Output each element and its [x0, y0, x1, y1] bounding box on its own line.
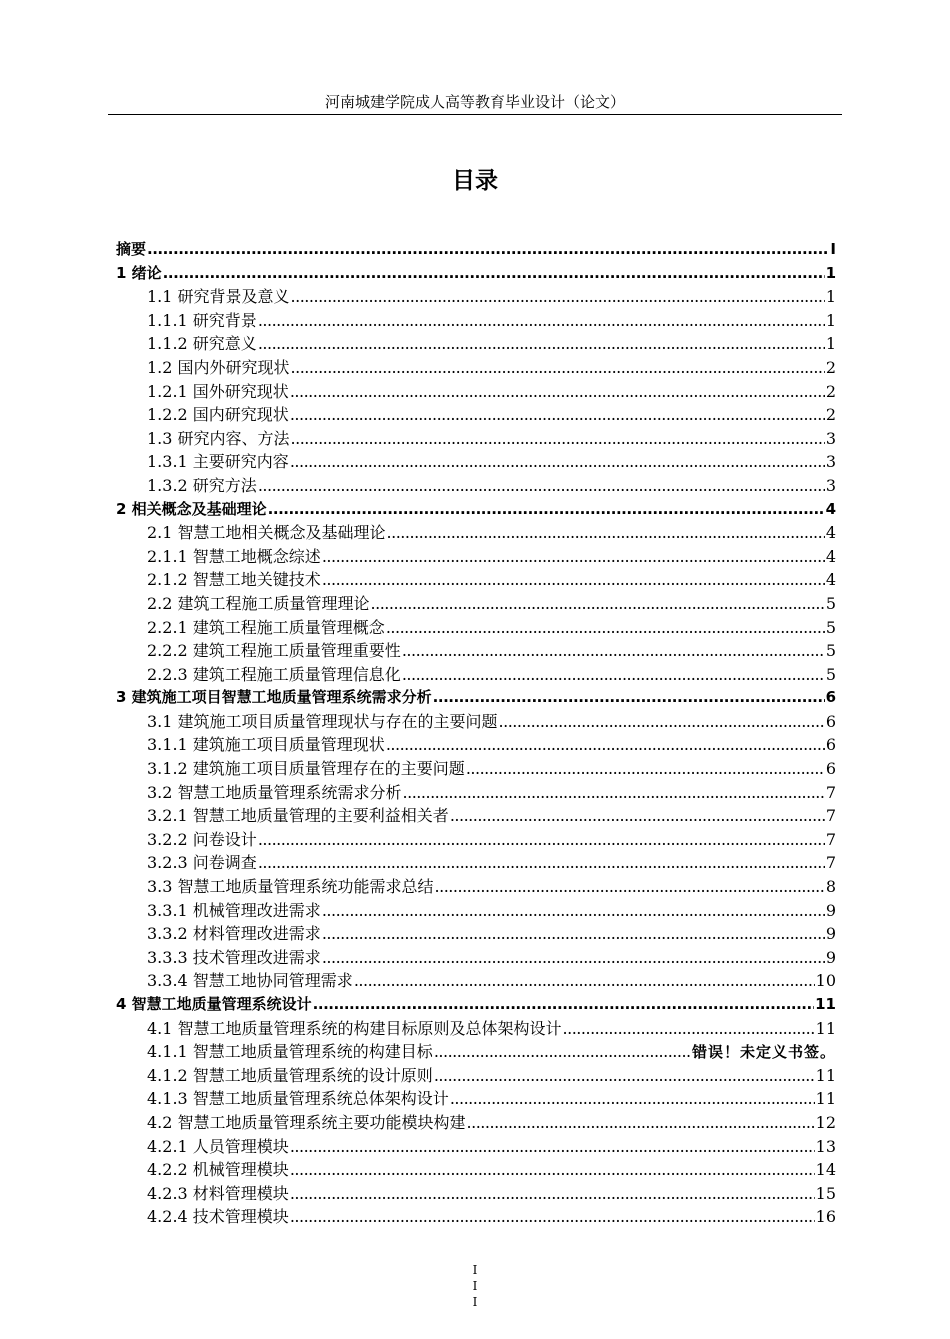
toc-entry-label: 1.2.2 国内研究现状 [147, 405, 289, 425]
toc-entry-page: 9 [825, 947, 836, 967]
page-number-char: I [472, 1295, 478, 1309]
toc-entry-label: 3.3 智慧工地质量管理系统功能需求总结 [147, 877, 434, 897]
toc-entry-page: 15 [815, 1183, 836, 1203]
toc-dot-leader [291, 356, 825, 380]
toc-dot-leader [290, 1135, 815, 1159]
toc-entry[interactable] [116, 1205, 836, 1229]
toc-dot-leader [290, 1182, 815, 1206]
toc-entry[interactable] [116, 1135, 836, 1159]
toc-entry-label: 2.1.2 智慧工地关键技术 [147, 570, 321, 590]
toc-entry[interactable] [116, 851, 836, 875]
toc-dot-leader [147, 238, 829, 262]
toc-dot-leader [433, 686, 825, 710]
toc-dot-leader [466, 757, 825, 781]
toc-dot-leader [434, 1064, 815, 1088]
table-of-contents [116, 238, 836, 1229]
toc-entry-page: 5 [825, 664, 836, 684]
toc-entry[interactable] [116, 450, 836, 474]
toc-dot-leader [434, 1040, 691, 1064]
toc-entry[interactable] [116, 922, 836, 946]
toc-entry-label: 3.3.3 技术管理改进需求 [147, 947, 321, 967]
toc-entry-label: 3.1.1 建筑施工项目质量管理现状 [147, 735, 385, 755]
toc-entry[interactable] [116, 828, 836, 852]
toc-entry[interactable] [116, 969, 836, 993]
toc-entry[interactable] [116, 946, 836, 970]
toc-entry-label: 2.2.1 建筑工程施工质量管理概念 [147, 617, 385, 637]
toc-entry[interactable] [116, 733, 836, 757]
toc-entry-label: 3.2.1 智慧工地质量管理的主要利益相关者 [147, 806, 449, 826]
toc-entry-page: 5 [825, 641, 836, 661]
toc-entry[interactable] [116, 474, 836, 498]
toc-entry-page: 10 [815, 971, 836, 991]
toc-entry-label: 2.1 智慧工地相关概念及基础理论 [147, 523, 386, 543]
toc-entry-page: 6 [825, 759, 836, 779]
toc-entry[interactable] [116, 356, 836, 380]
toc-entry-page: 错误！未定义书签。 [691, 1043, 836, 1062]
toc-entry-page: 7 [825, 853, 836, 873]
toc-dot-leader [163, 262, 825, 286]
page-header: 河南城建学院成人高等教育毕业设计（论文） [324, 93, 625, 111]
toc-entry[interactable] [116, 498, 836, 522]
toc-dot-leader [290, 1158, 815, 1182]
header-rule [108, 114, 842, 115]
toc-entry-page: 12 [815, 1112, 836, 1132]
toc-dot-leader [258, 332, 825, 356]
toc-entry[interactable] [116, 309, 836, 333]
toc-entry-page: 9 [825, 924, 836, 944]
toc-entry-label: 1.3.2 研究方法 [147, 475, 257, 495]
toc-dot-leader [258, 474, 825, 498]
toc-dot-leader [387, 521, 825, 545]
toc-dot-leader [435, 875, 825, 899]
toc-entry[interactable] [116, 262, 836, 286]
toc-dot-leader [290, 450, 825, 474]
toc-entry-page: 2 [825, 405, 836, 425]
toc-dot-leader [258, 828, 825, 852]
toc-dot-leader [291, 427, 825, 451]
toc-entry-page: 11 [815, 1065, 836, 1085]
toc-dot-leader [290, 380, 825, 404]
toc-entry-page: 8 [825, 877, 836, 897]
toc-entry-label: 2.2.2 建筑工程施工质量管理重要性 [147, 641, 401, 661]
toc-entry-label: 1.1.2 研究意义 [147, 334, 257, 354]
toc-entry[interactable] [116, 1087, 836, 1111]
toc-entry[interactable] [116, 875, 836, 899]
toc-entry-page: 2 [825, 357, 836, 377]
toc-entry[interactable] [116, 1064, 836, 1088]
toc-entry-page: I [830, 240, 836, 258]
toc-entry[interactable] [116, 1111, 836, 1135]
toc-dot-leader [291, 285, 825, 309]
toc-entry-page: 11 [815, 1089, 836, 1109]
toc-entry[interactable] [116, 757, 836, 781]
toc-dot-leader [386, 733, 825, 757]
toc-entry[interactable] [116, 804, 836, 828]
toc-entry-page: 3 [825, 428, 836, 448]
toc-entry-label: 3.1 建筑施工项目质量管理现状与存在的主要问题 [147, 711, 498, 731]
toc-entry[interactable] [116, 1040, 836, 1064]
toc-entry-label: 2.2.3 建筑工程施工质量管理信息化 [147, 664, 401, 684]
toc-entry[interactable] [116, 427, 836, 451]
toc-entry-label: 1.2.1 国外研究现状 [147, 381, 289, 401]
toc-entry[interactable] [116, 1182, 836, 1206]
toc-entry-label: 4.2.4 技术管理模块 [147, 1207, 289, 1227]
toc-entry[interactable] [116, 568, 836, 592]
toc-dot-leader [403, 781, 825, 805]
toc-entry-label: 4.2.3 材料管理模块 [147, 1183, 289, 1203]
toc-dot-leader [563, 1017, 815, 1041]
toc-dot-leader [402, 639, 825, 663]
toc-entry-label: 4 智慧工地质量管理系统设计 [116, 995, 312, 1013]
toc-entry-page: 4 [825, 523, 836, 543]
toc-entry-page: 3 [825, 452, 836, 472]
toc-entry[interactable] [116, 686, 836, 710]
toc-entry[interactable] [116, 899, 836, 923]
page-number [0, 1262, 950, 1310]
toc-dot-leader [258, 309, 825, 333]
toc-entry-label: 4.1.2 智慧工地质量管理系统的设计原则 [147, 1065, 433, 1085]
toc-entry-label: 3.2.3 问卷调查 [147, 853, 257, 873]
toc-entry-label: 4.2.1 人员管理模块 [147, 1136, 289, 1156]
page-number-char: I [472, 1263, 478, 1277]
toc-entry[interactable] [116, 663, 836, 687]
toc-entry-page: 13 [815, 1136, 836, 1156]
toc-entry[interactable] [116, 403, 836, 427]
toc-entry[interactable] [116, 616, 836, 640]
toc-entry-label: 4.1 智慧工地质量管理系统的构建目标原则及总体架构设计 [147, 1018, 562, 1038]
toc-dot-leader [354, 969, 815, 993]
toc-entry-label: 4.2.2 机械管理模块 [147, 1160, 289, 1180]
toc-entry-label: 4.1.3 智慧工地质量管理系统总体架构设计 [147, 1089, 449, 1109]
toc-entry-page: 4 [825, 499, 836, 518]
toc-entry-label: 3.3.1 机械管理改进需求 [147, 900, 321, 920]
toc-entry[interactable] [116, 332, 836, 356]
toc-entry-page: 3 [825, 475, 836, 495]
toc-dot-leader [313, 993, 814, 1017]
toc-dot-leader [258, 851, 825, 875]
toc-entry[interactable] [116, 521, 836, 545]
toc-dot-leader [386, 616, 825, 640]
toc-entry-label: 4.1.1 智慧工地质量管理系统的构建目标 [147, 1042, 433, 1062]
toc-entry[interactable] [116, 285, 836, 309]
toc-entry-label: 3.1.2 建筑施工项目质量管理存在的主要问题 [147, 759, 465, 779]
toc-entry[interactable] [116, 1017, 836, 1041]
toc-entry-page: 5 [825, 617, 836, 637]
toc-dot-leader [402, 663, 825, 687]
toc-entry-page: 6 [825, 711, 836, 731]
page-number-char: I [472, 1279, 478, 1293]
toc-dot-leader [467, 1111, 815, 1135]
toc-entry[interactable] [116, 993, 836, 1017]
toc-entry-label: 2 相关概念及基础理论 [116, 499, 267, 518]
toc-entry-label: 1.3.1 主要研究内容 [147, 452, 289, 472]
toc-title: 目录 [452, 168, 498, 194]
toc-dot-leader [322, 545, 825, 569]
toc-entry[interactable] [116, 781, 836, 805]
toc-entry-label: 1 绪论 [116, 263, 162, 282]
toc-entry-label: 3.3.2 材料管理改进需求 [147, 924, 321, 944]
toc-entry-label: 摘要 [116, 240, 147, 258]
toc-dot-leader [450, 804, 825, 828]
toc-dot-leader [322, 899, 825, 923]
toc-entry-page: 5 [825, 593, 836, 613]
toc-entry[interactable] [116, 1158, 836, 1182]
toc-entry-page: 9 [825, 900, 836, 920]
toc-entry-label: 2.2 建筑工程施工质量管理理论 [147, 593, 370, 613]
toc-entry-page: 1 [825, 287, 836, 307]
toc-dot-leader [371, 592, 825, 616]
toc-entry-page: 1 [825, 334, 836, 354]
toc-entry-page: 1 [825, 263, 836, 282]
toc-entry[interactable] [116, 545, 836, 569]
toc-entry-label: 1.2 国内外研究现状 [147, 357, 290, 377]
toc-entry-label: 1.1.1 研究背景 [147, 310, 257, 330]
toc-entry-label: 2.1.1 智慧工地概念综述 [147, 546, 321, 566]
toc-dot-leader [499, 710, 825, 734]
toc-dot-leader [322, 946, 825, 970]
toc-entry-page: 7 [825, 806, 836, 826]
toc-dot-leader [290, 1205, 815, 1229]
toc-dot-leader [322, 922, 825, 946]
toc-dot-leader [268, 498, 825, 522]
toc-entry-page: 11 [815, 995, 836, 1013]
toc-entry[interactable] [116, 710, 836, 734]
toc-entry-label: 3.2 智慧工地质量管理系统需求分析 [147, 782, 402, 802]
toc-entry-page: 2 [825, 381, 836, 401]
toc-entry-page: 16 [815, 1207, 836, 1227]
toc-entry-page: 4 [825, 546, 836, 566]
toc-dot-leader [322, 568, 825, 592]
toc-dot-leader [290, 403, 825, 427]
toc-entry[interactable] [116, 592, 836, 616]
toc-entry-label: 3.3.4 智慧工地协同管理需求 [147, 971, 353, 991]
toc-entry[interactable] [116, 639, 836, 663]
toc-entry-page: 11 [815, 1018, 836, 1038]
toc-entry-page: 1 [825, 310, 836, 330]
toc-entry-page: 14 [815, 1160, 836, 1180]
toc-entry-page: 6 [825, 735, 836, 755]
toc-entry-page: 4 [825, 570, 836, 590]
toc-entry[interactable] [116, 238, 836, 262]
toc-entry-page: 7 [825, 829, 836, 849]
toc-entry-page: 7 [825, 782, 836, 802]
toc-entry[interactable] [116, 380, 836, 404]
toc-entry-label: 1.1 研究背景及意义 [147, 287, 290, 307]
toc-dot-leader [450, 1087, 815, 1111]
toc-entry-label: 1.3 研究内容、方法 [147, 428, 290, 448]
toc-entry-page: 6 [825, 688, 836, 707]
toc-entry-label: 3 建筑施工项目智慧工地质量管理系统需求分析 [116, 688, 432, 707]
toc-entry-label: 4.2 智慧工地质量管理系统主要功能模块构建 [147, 1112, 466, 1132]
toc-entry-label: 3.2.2 问卷设计 [147, 829, 257, 849]
